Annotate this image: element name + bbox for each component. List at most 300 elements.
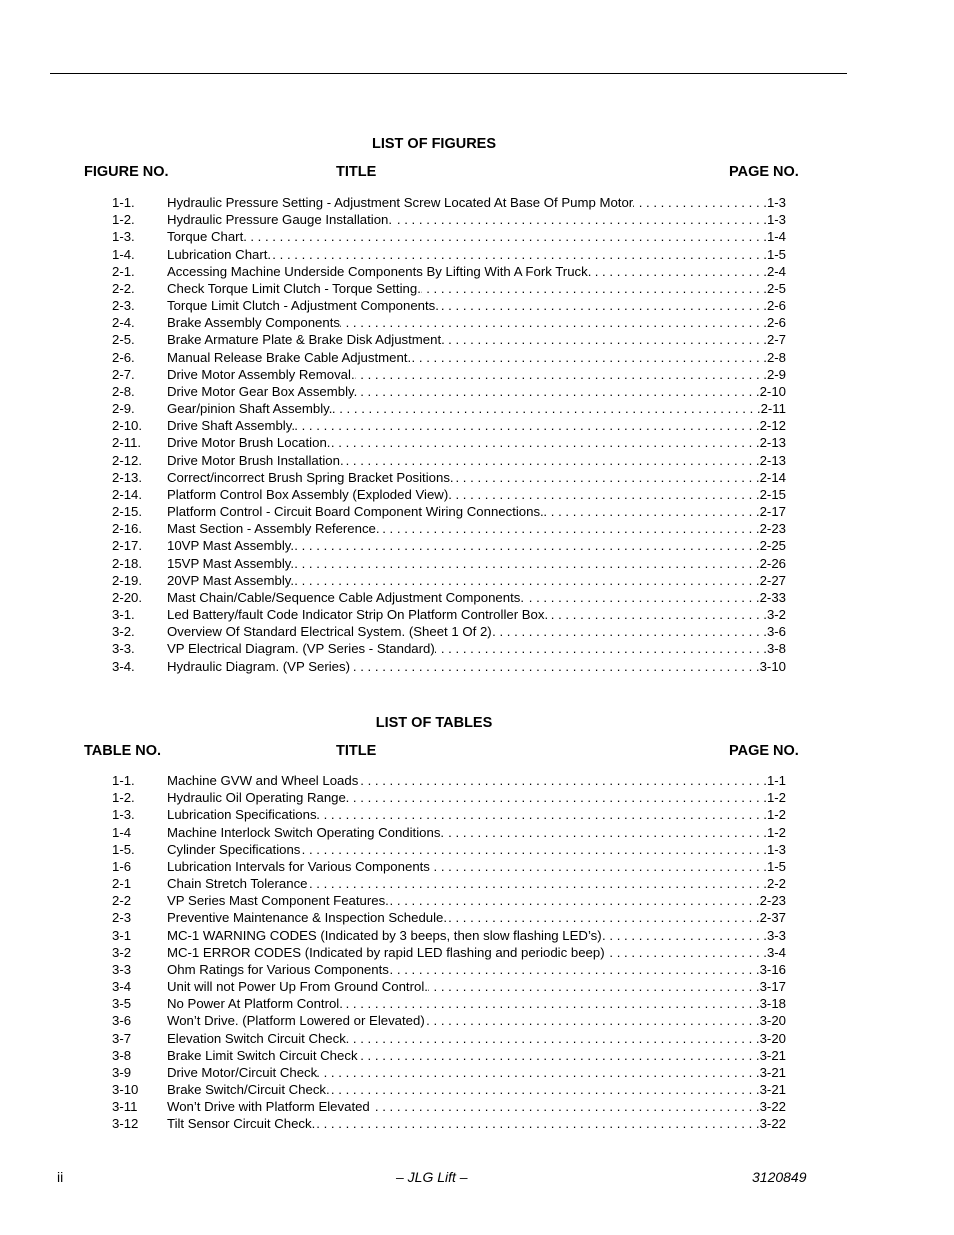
entry-line bbox=[167, 892, 786, 909]
entry-title: Torque Limit Clutch - Adjustment Components. bbox=[167, 298, 439, 314]
figure-entry[interactable] bbox=[112, 537, 786, 554]
entry-number: 2-13. bbox=[112, 469, 143, 485]
figures-col-title: TITLE bbox=[336, 164, 377, 180]
entry-line bbox=[167, 331, 786, 348]
entry-page: 3-20 bbox=[759, 1013, 786, 1029]
entry-number: 2-1 bbox=[112, 876, 132, 892]
dot-leader bbox=[548, 606, 767, 623]
entry-page: 3-6 bbox=[766, 624, 786, 640]
entry-title: Torque Chart. bbox=[167, 229, 247, 245]
entry-title: Brake Assembly Components bbox=[167, 315, 340, 331]
entry-number: 3-4. bbox=[112, 658, 135, 674]
entry-page: 2-10 bbox=[759, 383, 786, 399]
figure-entry[interactable] bbox=[112, 314, 786, 331]
entry-page: 1-2 bbox=[766, 807, 786, 823]
entry-number: 2-3 bbox=[112, 910, 132, 926]
entry-title: Won’t Drive. (Platform Lowered or Elevated) bbox=[167, 1013, 425, 1029]
entry-line bbox=[167, 978, 786, 995]
entry-number: 2-3. bbox=[112, 298, 135, 314]
entry-title: VP Series Mast Component Features. bbox=[167, 893, 389, 909]
figure-entry[interactable] bbox=[112, 503, 786, 520]
entry-title: VP Electrical Diagram. (VP Series - Standard) bbox=[167, 641, 435, 657]
entry-title: Hydraulic Pressure Gauge Installation. bbox=[167, 212, 393, 228]
dot-leader bbox=[430, 858, 767, 875]
figure-entry[interactable] bbox=[112, 280, 786, 297]
entry-line bbox=[167, 520, 786, 537]
entry-line bbox=[167, 503, 786, 520]
entry-page: 3-21 bbox=[759, 1064, 786, 1080]
entry-line bbox=[167, 995, 786, 1012]
entry-title: Elevation Switch Circuit Check bbox=[167, 1030, 346, 1046]
figure-entry[interactable] bbox=[112, 658, 786, 675]
dot-leader bbox=[343, 995, 760, 1012]
entry-page: 1-2 bbox=[766, 824, 786, 840]
entry-number: 1-3. bbox=[112, 229, 135, 245]
entry-line bbox=[167, 658, 786, 675]
entry-title: MC-1 ERROR CODES (Indicated by rapid LED flashing and periodic beep) bbox=[167, 944, 605, 960]
figure-entry[interactable] bbox=[112, 366, 786, 383]
entry-number: 3-3. bbox=[112, 641, 135, 657]
entry-line bbox=[167, 824, 786, 841]
tables-col-no: TABLE NO. bbox=[84, 743, 162, 759]
entry-line bbox=[167, 314, 786, 331]
entry-title: No Power At Platform Control. bbox=[167, 996, 343, 1012]
entry-title: Lubrication Chart. bbox=[167, 246, 272, 262]
entry-title: Led Battery/fault Code Indicator Strip On Platform Controller Box. bbox=[167, 607, 549, 623]
entry-line bbox=[167, 806, 786, 823]
entry-line bbox=[167, 623, 786, 640]
figure-entry[interactable] bbox=[112, 349, 786, 366]
entry-page: 3-4 bbox=[766, 944, 786, 960]
entry-title: Drive Shaft Assembly. bbox=[167, 418, 296, 434]
entry-title: Tilt Sensor Circuit Check. bbox=[167, 1116, 316, 1132]
entry-title: Chain Stretch Tolerance bbox=[167, 876, 308, 892]
entry-page: 3-17 bbox=[759, 979, 786, 995]
entry-line bbox=[167, 400, 786, 417]
entry-line bbox=[167, 1030, 786, 1047]
figure-entry[interactable] bbox=[112, 400, 786, 417]
entry-line bbox=[167, 589, 786, 606]
figure-entry[interactable] bbox=[112, 194, 786, 211]
dot-leader bbox=[330, 1081, 760, 1098]
entry-title: Check Torque Limit Clutch - Torque Setting. bbox=[167, 280, 421, 296]
figure-entry[interactable] bbox=[112, 606, 786, 623]
entry-number: 2-20. bbox=[112, 589, 143, 605]
figures-heading: LIST OF FIGURES bbox=[371, 136, 497, 152]
entry-title: Drive Motor Gear Box Assembly. bbox=[167, 383, 358, 399]
tables-heading: LIST OF TABLES bbox=[375, 715, 493, 731]
dot-leader bbox=[633, 194, 767, 211]
dot-leader bbox=[411, 349, 767, 366]
table-entry[interactable] bbox=[112, 995, 786, 1012]
entry-number: 3-3 bbox=[112, 961, 132, 977]
table-entry[interactable] bbox=[112, 858, 786, 875]
entry-title: 10VP Mast Assembly. bbox=[167, 538, 295, 554]
entry-page: 2-25 bbox=[759, 538, 786, 554]
entry-page: 3-16 bbox=[759, 961, 786, 977]
table-entry[interactable] bbox=[112, 961, 786, 978]
entry-number: 2-2 bbox=[112, 893, 132, 909]
tables-col-page: PAGE NO. bbox=[729, 743, 799, 759]
dot-leader bbox=[435, 640, 767, 657]
top-rule bbox=[50, 73, 847, 74]
dot-leader bbox=[330, 434, 759, 451]
tables-col-title: TITLE bbox=[336, 743, 377, 759]
entry-line bbox=[167, 383, 786, 400]
entry-page: 2-6 bbox=[766, 298, 786, 314]
figure-entry[interactable] bbox=[112, 297, 786, 314]
figure-entry[interactable] bbox=[112, 246, 786, 263]
entry-page: 1-4 bbox=[766, 229, 786, 245]
entry-line bbox=[167, 194, 786, 211]
entry-page: 3-22 bbox=[759, 1116, 786, 1132]
entry-title: Cylinder Specifications bbox=[167, 841, 301, 857]
entry-page: 2-6 bbox=[766, 315, 786, 331]
entry-page: 1-2 bbox=[766, 790, 786, 806]
entry-line bbox=[167, 858, 786, 875]
entry-number: 3-4 bbox=[112, 979, 132, 995]
entry-number: 3-2 bbox=[112, 944, 132, 960]
entry-page: 2-17 bbox=[759, 504, 786, 520]
dot-leader bbox=[425, 1012, 760, 1029]
entry-line bbox=[167, 469, 786, 486]
entry-page: 3-2 bbox=[766, 607, 786, 623]
entry-page: 3-21 bbox=[759, 1047, 786, 1063]
dot-leader bbox=[392, 211, 767, 228]
dot-leader bbox=[370, 1098, 760, 1115]
table-entry[interactable] bbox=[112, 892, 786, 909]
entry-line bbox=[167, 772, 786, 789]
entry-line bbox=[167, 841, 786, 858]
entry-page: 3-10 bbox=[759, 658, 786, 674]
entry-page: 2-12 bbox=[759, 418, 786, 434]
figure-entry[interactable] bbox=[112, 589, 786, 606]
entry-page: 2-9 bbox=[766, 366, 786, 382]
dot-leader bbox=[295, 417, 760, 434]
dot-leader bbox=[357, 383, 759, 400]
entry-number: 1-6 bbox=[112, 858, 132, 874]
entry-line bbox=[167, 927, 786, 944]
entry-line bbox=[167, 572, 786, 589]
entry-title: 15VP Mast Assembly. bbox=[167, 555, 295, 571]
entry-number: 3-7 bbox=[112, 1030, 132, 1046]
dot-leader bbox=[346, 789, 767, 806]
dot-leader bbox=[389, 961, 760, 978]
entry-page: 1-5 bbox=[766, 858, 786, 874]
entry-number: 2-9. bbox=[112, 401, 135, 417]
entry-title: Drive Motor/Circuit Check bbox=[167, 1064, 318, 1080]
table-entry[interactable] bbox=[112, 1115, 786, 1132]
dot-leader bbox=[350, 658, 760, 675]
entry-line bbox=[167, 246, 786, 263]
figure-entry[interactable] bbox=[112, 417, 786, 434]
table-entry[interactable] bbox=[112, 1030, 786, 1047]
entry-page: 2-23 bbox=[759, 893, 786, 909]
entry-number: 3-11 bbox=[112, 1099, 138, 1115]
entry-page: 2-23 bbox=[759, 521, 786, 537]
entry-page: 1-3 bbox=[766, 195, 786, 210]
footer-center-text: – JLG Lift – bbox=[396, 1169, 468, 1185]
entry-number: 2-15. bbox=[112, 504, 143, 520]
entry-title: Accessing Machine Underside Components By Lifting With A Fork Truck. bbox=[167, 263, 592, 279]
entry-page: 3-21 bbox=[759, 1082, 786, 1098]
dot-leader bbox=[524, 589, 760, 606]
entry-page: 2-26 bbox=[759, 555, 786, 571]
dot-leader bbox=[454, 469, 760, 486]
entry-page: 2-8 bbox=[766, 349, 786, 365]
entry-title: Gear/pinion Shaft Assembly. bbox=[167, 401, 333, 417]
entry-line bbox=[167, 1012, 786, 1029]
entry-page: 2-15 bbox=[759, 486, 786, 502]
table-entry[interactable] bbox=[112, 806, 786, 823]
entry-number: 2-16. bbox=[112, 521, 143, 537]
table-entry[interactable] bbox=[112, 1081, 786, 1098]
entry-page: 3-3 bbox=[766, 927, 786, 943]
dot-leader bbox=[544, 503, 760, 520]
entry-title: Lubrication Specifications bbox=[167, 807, 317, 823]
entry-page: 1-3 bbox=[766, 212, 786, 228]
figures-col-no: FIGURE NO. bbox=[84, 164, 169, 180]
entry-title: Overview Of Standard Electrical System. (Sheet 1 Of 2) bbox=[167, 624, 492, 640]
entry-number: 2-2. bbox=[112, 280, 135, 296]
entry-line bbox=[167, 486, 786, 503]
dot-leader bbox=[444, 824, 767, 841]
entry-number: 2-7. bbox=[112, 366, 135, 382]
entry-title: Mast Chain/Cable/Sequence Cable Adjustment Components. bbox=[167, 589, 525, 605]
entry-title: 20VP Mast Assembly. bbox=[167, 572, 295, 588]
entry-number: 2-4. bbox=[112, 315, 135, 331]
entry-line bbox=[167, 280, 786, 297]
entry-number: 3-9 bbox=[112, 1064, 132, 1080]
entry-page: 1-3 bbox=[766, 841, 786, 857]
entry-title: Ohm Ratings for Various Components bbox=[167, 961, 389, 977]
entry-title: Machine Interlock Switch Operating Conditions. bbox=[167, 824, 445, 840]
entry-line bbox=[167, 297, 786, 314]
entry-line bbox=[167, 263, 786, 280]
figure-entry[interactable] bbox=[112, 383, 786, 400]
table-entry[interactable] bbox=[112, 875, 786, 892]
dot-leader bbox=[340, 314, 767, 331]
table-entry[interactable] bbox=[112, 927, 786, 944]
table-entry[interactable] bbox=[112, 824, 786, 841]
entry-title: Brake Switch/Circuit Check. bbox=[167, 1082, 330, 1098]
entry-page: 1-1 bbox=[766, 773, 786, 788]
dot-leader bbox=[247, 228, 767, 245]
entry-title: Unit will not Power Up From Ground Control. bbox=[167, 979, 428, 995]
entry-page: 2-33 bbox=[759, 589, 786, 605]
entry-number: 1-1. bbox=[112, 195, 135, 210]
dot-leader bbox=[389, 892, 760, 909]
entry-line bbox=[167, 228, 786, 245]
entry-number: 3-10 bbox=[112, 1082, 139, 1098]
entry-line bbox=[167, 944, 786, 961]
entry-number: 1-3. bbox=[112, 807, 135, 823]
entry-line bbox=[167, 909, 786, 926]
dot-leader bbox=[344, 452, 760, 469]
entry-number: 1-2. bbox=[112, 212, 135, 228]
dot-leader bbox=[294, 537, 760, 554]
entry-number: 2-10. bbox=[112, 418, 143, 434]
entry-title: Mast Section - Assembly Reference. bbox=[167, 521, 380, 537]
entry-number: 3-8 bbox=[112, 1047, 132, 1063]
table-entry[interactable] bbox=[112, 772, 786, 789]
entry-page: 3-18 bbox=[759, 996, 786, 1012]
entry-line bbox=[167, 1115, 786, 1132]
figure-entry[interactable] bbox=[112, 452, 786, 469]
entry-page: 1-5 bbox=[766, 246, 786, 262]
entry-line bbox=[167, 555, 786, 572]
figure-entry[interactable] bbox=[112, 623, 786, 640]
entry-title: Preventive Maintenance & Inspection Schedule. bbox=[167, 910, 448, 926]
footer-doc-number: 3120849 bbox=[752, 1169, 807, 1185]
dot-leader bbox=[380, 520, 760, 537]
entry-line bbox=[167, 789, 786, 806]
figure-entry[interactable] bbox=[112, 228, 786, 245]
entry-line bbox=[167, 434, 786, 451]
entry-page: 2-5 bbox=[766, 280, 786, 296]
figure-entry[interactable] bbox=[112, 263, 786, 280]
entry-page: 2-4 bbox=[766, 263, 786, 279]
figure-entry[interactable] bbox=[112, 520, 786, 537]
dot-leader bbox=[355, 366, 767, 383]
table-entry[interactable] bbox=[112, 1012, 786, 1029]
entry-number: 1-4. bbox=[112, 246, 135, 262]
entry-line bbox=[167, 1081, 786, 1098]
figure-entry[interactable] bbox=[112, 434, 786, 451]
entry-number: 1-1. bbox=[112, 773, 135, 788]
entry-line bbox=[167, 875, 786, 892]
entry-title: Brake Armature Plate & Brake Disk Adjustment. bbox=[167, 332, 445, 348]
table-entry[interactable] bbox=[112, 789, 786, 806]
entry-line bbox=[167, 1047, 786, 1064]
dot-leader bbox=[317, 1064, 759, 1081]
figure-entry[interactable] bbox=[112, 469, 786, 486]
table-entry[interactable] bbox=[112, 944, 786, 961]
dot-leader bbox=[452, 486, 760, 503]
entry-line bbox=[167, 211, 786, 228]
entry-line bbox=[167, 640, 786, 657]
table-entry[interactable] bbox=[112, 1064, 786, 1081]
entry-number: 2-8. bbox=[112, 383, 135, 399]
dot-leader bbox=[421, 280, 767, 297]
entry-line bbox=[167, 366, 786, 383]
entry-title: Platform Control - Circuit Board Component Wiring Connections. bbox=[167, 504, 544, 520]
entry-number: 2-1. bbox=[112, 263, 135, 279]
entry-title: Hydraulic Oil Operating Range bbox=[167, 790, 346, 806]
table-entry[interactable] bbox=[112, 1047, 786, 1064]
dot-leader bbox=[332, 400, 760, 417]
entry-number: 2-6. bbox=[112, 349, 135, 365]
table-entry[interactable] bbox=[112, 909, 786, 926]
table-entry[interactable] bbox=[112, 841, 786, 858]
dot-leader bbox=[315, 1115, 759, 1132]
entry-title: Machine GVW and Wheel Loads bbox=[167, 773, 359, 788]
entry-line bbox=[167, 537, 786, 554]
entry-page: 3-8 bbox=[766, 641, 786, 657]
dot-leader bbox=[300, 841, 767, 858]
entry-title: Drive Motor Assembly Removal. bbox=[167, 366, 355, 382]
entry-title: Drive Motor Brush Installation. bbox=[167, 452, 344, 468]
dot-leader bbox=[605, 944, 767, 961]
dot-leader bbox=[294, 572, 760, 589]
entry-page: 2-11 bbox=[760, 401, 786, 417]
dot-leader bbox=[492, 623, 767, 640]
entry-line bbox=[167, 1064, 786, 1081]
figure-entry[interactable] bbox=[112, 331, 786, 348]
entry-line bbox=[167, 1098, 786, 1115]
entry-page: 2-7 bbox=[766, 332, 786, 348]
entry-title: Brake Limit Switch Circuit Check bbox=[167, 1047, 358, 1063]
table-entry[interactable] bbox=[112, 978, 786, 995]
dot-leader bbox=[317, 806, 767, 823]
entry-page: 2-37 bbox=[759, 910, 786, 926]
entry-number: 2-5. bbox=[112, 332, 135, 348]
dot-leader bbox=[358, 1047, 760, 1064]
entry-page: 3-22 bbox=[759, 1099, 786, 1115]
entry-number: 3-12 bbox=[112, 1116, 139, 1132]
entry-title: Lubrication Intervals for Various Components bbox=[167, 858, 430, 874]
entry-title: Platform Control Box Assembly (Exploded View). bbox=[167, 486, 452, 502]
entry-page: 3-20 bbox=[759, 1030, 786, 1046]
dot-leader bbox=[439, 297, 767, 314]
dot-leader bbox=[447, 909, 760, 926]
dot-leader bbox=[346, 1030, 760, 1047]
figure-entry[interactable] bbox=[112, 486, 786, 503]
dot-leader bbox=[591, 263, 767, 280]
figure-entry[interactable] bbox=[112, 555, 786, 572]
entry-page: 2-14 bbox=[759, 469, 786, 485]
figures-col-page: PAGE NO. bbox=[729, 164, 799, 180]
table-entry[interactable] bbox=[112, 1098, 786, 1115]
entry-title: Drive Motor Brush Location. bbox=[167, 435, 331, 451]
entry-number: 2-18. bbox=[112, 555, 143, 571]
entry-number: 3-5 bbox=[112, 996, 132, 1012]
entry-page: 2-27 bbox=[759, 572, 786, 588]
entry-number: 2-12. bbox=[112, 452, 143, 468]
entry-line bbox=[167, 606, 786, 623]
figure-entry[interactable] bbox=[112, 211, 786, 228]
entry-line bbox=[167, 417, 786, 434]
entry-number: 3-2. bbox=[112, 624, 135, 640]
entry-number: 1-5. bbox=[112, 841, 135, 857]
figure-entry[interactable] bbox=[112, 572, 786, 589]
dot-leader bbox=[358, 772, 767, 789]
entry-number: 3-1 bbox=[112, 927, 132, 943]
entry-number: 2-14. bbox=[112, 486, 143, 502]
entry-page: 2-13 bbox=[759, 452, 786, 468]
dot-leader bbox=[271, 246, 767, 263]
entry-line bbox=[167, 349, 786, 366]
entry-line bbox=[167, 961, 786, 978]
dot-leader bbox=[308, 875, 767, 892]
figure-entry[interactable] bbox=[112, 640, 786, 657]
dot-leader bbox=[428, 978, 760, 995]
entry-number: 2-17. bbox=[112, 538, 143, 554]
entry-page: 2-2 bbox=[766, 876, 786, 892]
entry-line bbox=[167, 452, 786, 469]
dot-leader bbox=[445, 331, 767, 348]
entry-number: 3-1. bbox=[112, 607, 135, 623]
entry-number: 1-2. bbox=[112, 790, 135, 806]
entry-number: 2-11. bbox=[112, 435, 142, 451]
entry-title: Hydraulic Pressure Setting - Adjustment Screw Located At Base Of Pump Motor bbox=[167, 195, 634, 210]
entry-title: Hydraulic Diagram. (VP Series) bbox=[167, 658, 350, 674]
footer-page-number: ii bbox=[57, 1169, 64, 1185]
entry-number: 3-6 bbox=[112, 1013, 132, 1029]
entry-title: Won’t Drive with Platform Elevated bbox=[167, 1099, 370, 1115]
entry-number: 1-4 bbox=[112, 824, 132, 840]
entry-title: Correct/incorrect Brush Spring Bracket Positions. bbox=[167, 469, 454, 485]
